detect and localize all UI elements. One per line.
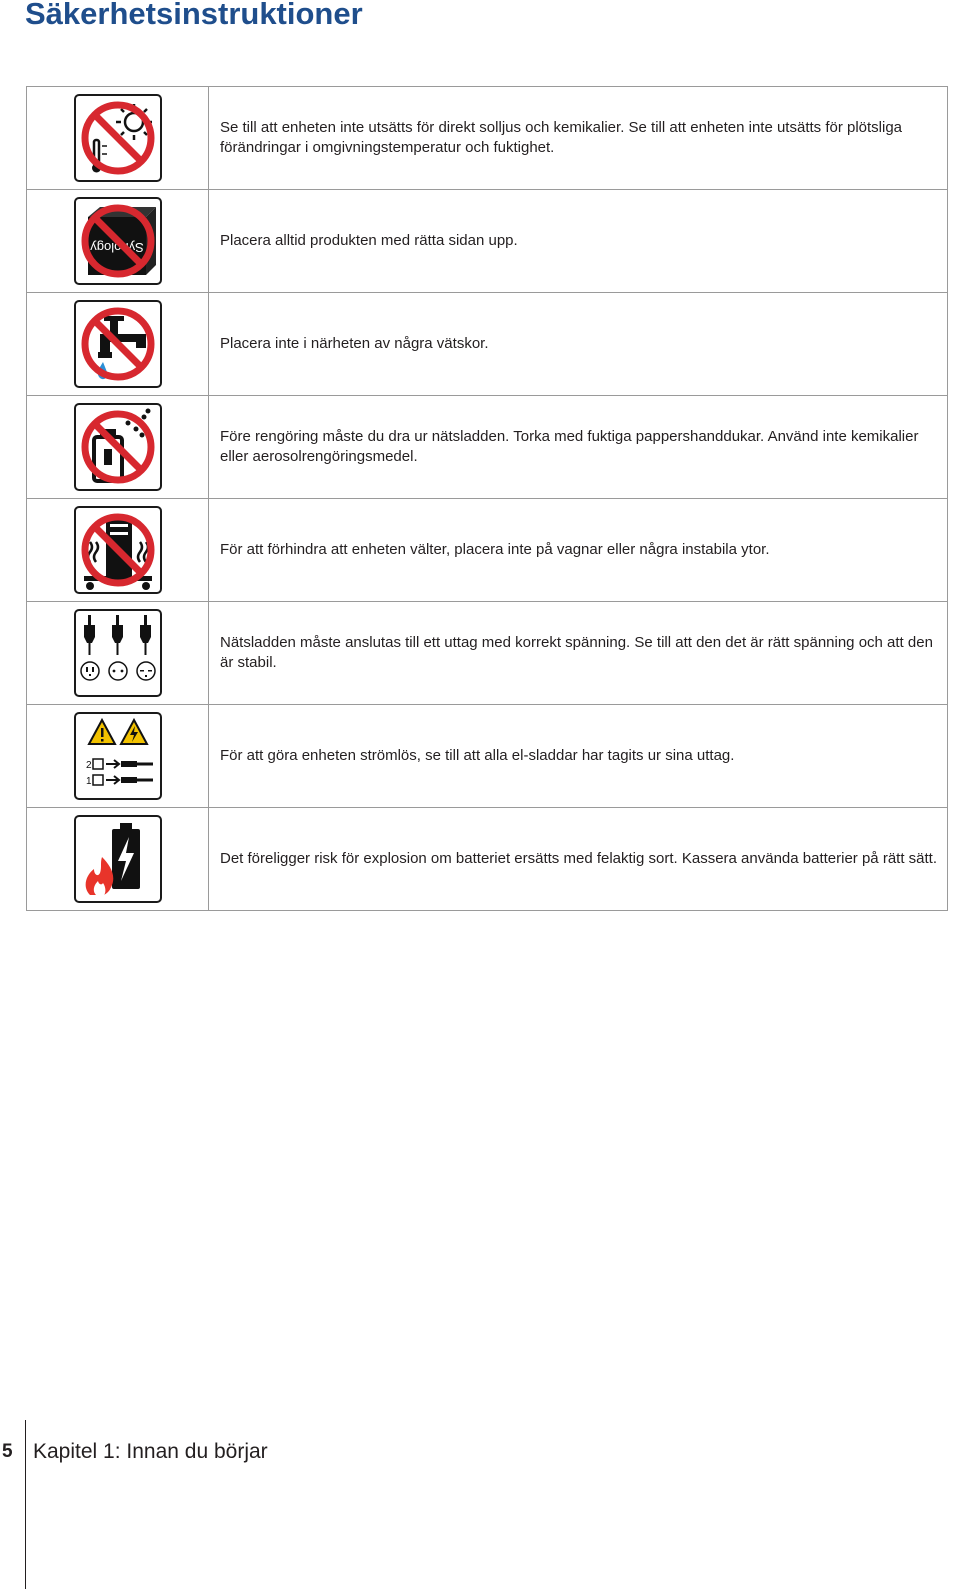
page-title: Säkerhetsinstruktioner <box>25 0 363 31</box>
page-number: 5 <box>2 1441 13 1462</box>
disconnect-power-warning-icon <box>74 712 162 800</box>
outlet-number-2: 2 <box>85 760 92 771</box>
instruction-text: Före rengöring måste du dra ur nätsladden. Torka med fuktiga pappershanddukar. Använd inte kemikalier eller aerosolrengöringsmedel. <box>209 396 948 499</box>
table-row <box>27 602 948 705</box>
table-row <box>27 396 948 499</box>
chapter-title: Kapitel 1: Innan du börjar <box>33 1440 268 1463</box>
instruction-text: Placera inte i närheten av några vätskor. <box>209 293 948 396</box>
table-row <box>27 190 948 293</box>
instruction-text: Se till att enheten inte utsätts för direkt solljus och kemikalier. Se till att enheten inte utsätts för plötsliga förändringar i omgivningstemperatur och fuktighet. <box>209 87 948 190</box>
brand-label: Synology <box>89 240 144 255</box>
outlet-number-1: 1 <box>85 776 92 787</box>
power-plugs-icon <box>74 609 162 697</box>
table-row <box>27 499 948 602</box>
instruction-text: För att göra enheten strömlös, se till att alla el-sladdar har tagits ur sina uttag. <box>209 705 948 808</box>
no-liquids-icon <box>74 300 162 388</box>
instruction-text: Det föreligger risk för explosion om batteriet ersätts med felaktig sort. Kassera använda batterier på rätt sätt. <box>209 808 948 911</box>
no-sunlight-heat-icon <box>74 94 162 182</box>
battery-explosion-icon <box>74 815 162 903</box>
safety-instructions-table <box>26 86 948 911</box>
table-row <box>27 87 948 190</box>
instruction-text: Placera alltid produkten med rätta sidan upp. <box>209 190 948 293</box>
footer-divider <box>25 1420 26 1589</box>
instruction-text: För att förhindra att enheten välter, placera inte på vagnar eller några instabila ytor. <box>209 499 948 602</box>
table-row <box>27 705 948 808</box>
table-row <box>27 808 948 911</box>
no-spray-cleaning-icon <box>74 403 162 491</box>
no-unstable-surface-icon <box>74 506 162 594</box>
instruction-text: Nätsladden måste anslutas till ett uttag med korrekt spänning. Se till att den det är rätt spänning och att den är stabil. <box>209 602 948 705</box>
table-row <box>27 293 948 396</box>
upside-down-product-icon <box>74 197 162 285</box>
